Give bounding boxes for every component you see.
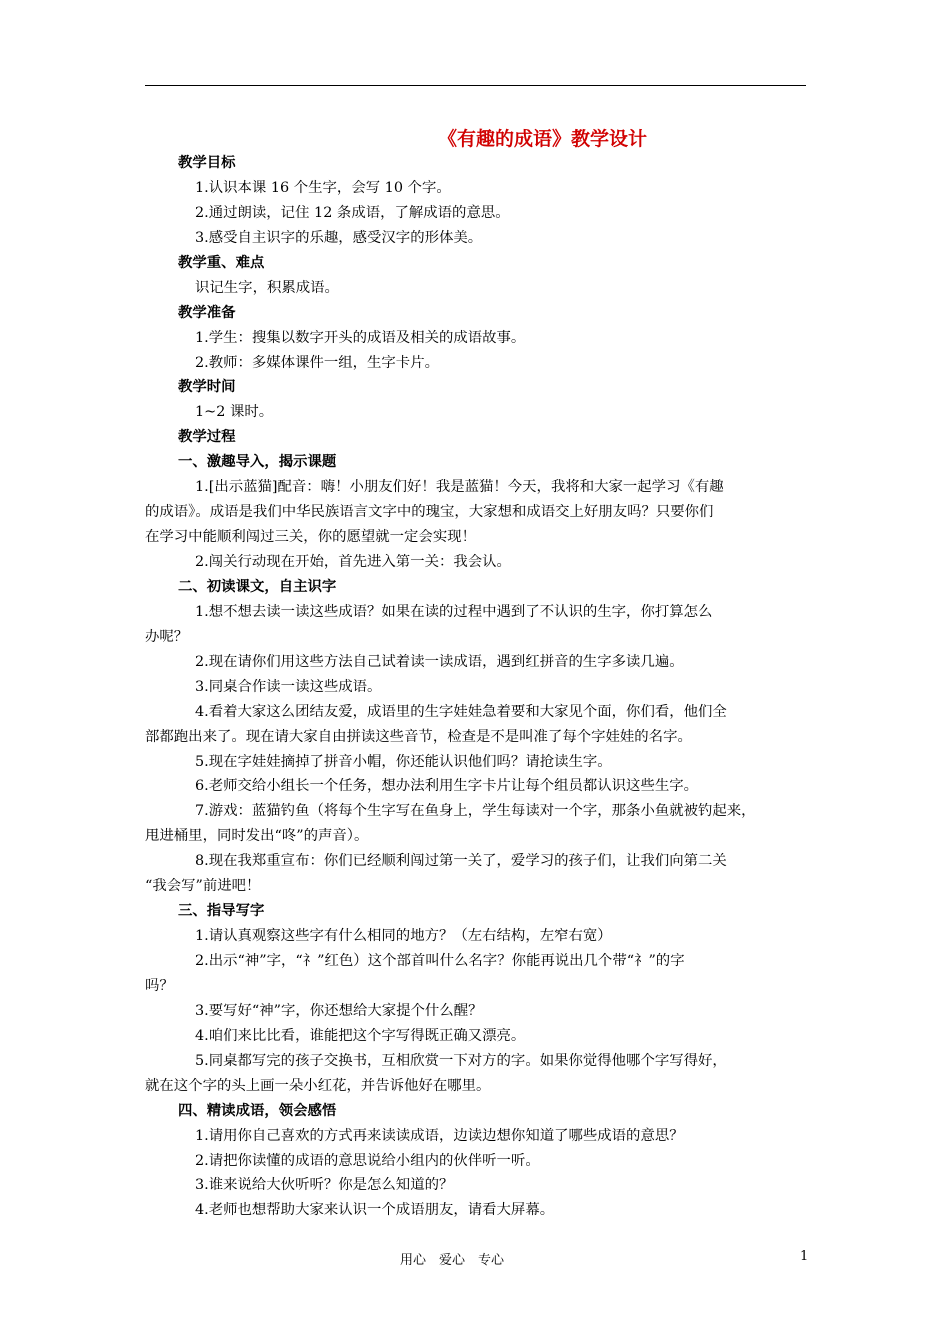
- paragraph-line: 3.感受自主识字的乐趣，感受汉字的形体美。: [195, 229, 483, 246]
- paragraph-line: 1.学生：搜集以数字开头的成语及相关的成语故事。: [195, 329, 526, 346]
- document-body: [145, 151, 809, 1223]
- section-heading: 三、指导写字: [178, 902, 265, 920]
- paragraph-line: 4.老师也想帮助大家来认识一个成语朋友，请看大屏幕。: [195, 1202, 555, 1219]
- paragraph-line: 2.通过朗读，记住 12 条成语，了解成语的意思。: [195, 204, 510, 221]
- paragraph-line: “我会写”前进吧！: [145, 878, 261, 895]
- paragraph-line: 办呢？: [145, 628, 189, 645]
- paragraph-line: 吗？: [145, 977, 174, 994]
- paragraph-line: 2.现在请你们用这些方法自己试着读一读成语，遇到红拼音的生字多读几遍。: [195, 653, 684, 670]
- paragraph-line: 识记生字，积累成语。: [195, 279, 339, 296]
- paragraph-line: 就在这个字的头上画一朵小红花，并告诉他好在哪里。: [145, 1077, 491, 1094]
- paragraph-line: 1.请用你自己喜欢的方式再来读读成语，边读边想你知道了哪些成语的意思？: [195, 1127, 684, 1144]
- section-heading: 教学目标: [178, 154, 236, 171]
- section-heading: 二、初读课文，自主识字: [178, 577, 337, 595]
- paragraph-line: 4.咱们来比比看，谁能把这个字写得既正确又漂亮。: [195, 1027, 526, 1044]
- paragraph-line: 7.游戏：蓝猫钓鱼（将每个生字写在鱼身上，学生每读对一个字，那条小鱼就被钓起来，: [195, 803, 756, 820]
- paragraph-line: 5.同桌都写完的孩子交换书，互相欣赏一下对方的字。如果你觉得他哪个字写得好，: [195, 1052, 727, 1069]
- paragraph-line: 部都跑出来了。现在请大家自由拼读这些音节，检查是不是叫准了每个字娃娃的名字。: [145, 728, 692, 745]
- paragraph-line: 3.同桌合作读一读这些成语。: [195, 678, 382, 695]
- paragraph-line: 甩进桶里，同时发出“咚”的声音）。: [145, 828, 369, 845]
- footer-motto: 用心 爱心 专心: [400, 1253, 505, 1268]
- paragraph-line: 2.出示“神”字，“礻”红色）这个部首叫什么名字？你能再说出几个带“礻”的字: [195, 953, 685, 969]
- paragraph-line: 1.[出示蓝猫]配音：嗨！小朋友们好！我是蓝猫！今天，我将和大家一起学习《有趣: [195, 479, 724, 496]
- paragraph-line: 6.老师交给小组长一个任务，想办法利用生字卡片让每个组员都认识这些生字。: [195, 778, 699, 795]
- paragraph-line: 5.现在字娃娃摘掉了拼音小帽，你还能认识他们吗？请抢读生字。: [195, 753, 612, 770]
- paragraph-line: 1.请认真观察这些字有什么相同的地方？（左右结构，左窄右宽）: [195, 928, 612, 945]
- document-title: 《有趣的成语》教学设计: [438, 128, 648, 150]
- paragraph-line: 2.教师：多媒体课件一组，生字卡片。: [195, 354, 439, 371]
- paragraph-line: 在学习中能顺利闯过三关，你的愿望就一定会实现！: [145, 529, 476, 546]
- paragraph-line: 3.要写好“神”字，你还想给大家提个什么醒？: [195, 1002, 483, 1019]
- paragraph-line: 2.闯关行动现在开始，首先进入第一关：我会认。: [195, 554, 511, 570]
- section-heading: 四、精读成语，领会感悟: [178, 1101, 337, 1119]
- paragraph-line: 1.认识本课 16 个生字，会写 10 个字。: [195, 179, 451, 196]
- paragraph-line: 3.谁来说给大伙听听？你是怎么知道的？: [195, 1177, 454, 1194]
- page-number: 1: [800, 1249, 809, 1264]
- section-heading: 教学准备: [178, 303, 236, 321]
- header-rule: [145, 85, 806, 86]
- section-heading: 教学重、难点: [178, 253, 265, 271]
- paragraph-line: 4.看着大家这么团结友爱，成语里的生字娃娃急着要和大家见个面，你们看，他们全: [195, 703, 727, 720]
- paragraph-line: 1.想不想去读一读这些成语？如果在读的过程中遇到了不认识的生字，你打算怎么: [195, 603, 713, 620]
- section-heading: 教学时间: [178, 378, 236, 396]
- paragraph-line: 2.请把你读懂的成语的意思说给小组内的伙伴听一听。: [195, 1152, 540, 1169]
- paragraph-line: 8.现在我郑重宣布：你们已经顺利闯过第一关了，爱学习的孩子们，让我们向第二关: [195, 853, 727, 870]
- section-heading: 一、激趣导入，揭示课题: [178, 453, 337, 471]
- paragraph-line: 的成语》。成语是我们中华民族语言文字中的瑰宝，大家想和成语交上好朋友吗？只要你们: [145, 504, 714, 521]
- section-heading: 教学过程: [178, 428, 236, 446]
- paragraph-line: 1~2 课时。: [195, 404, 274, 421]
